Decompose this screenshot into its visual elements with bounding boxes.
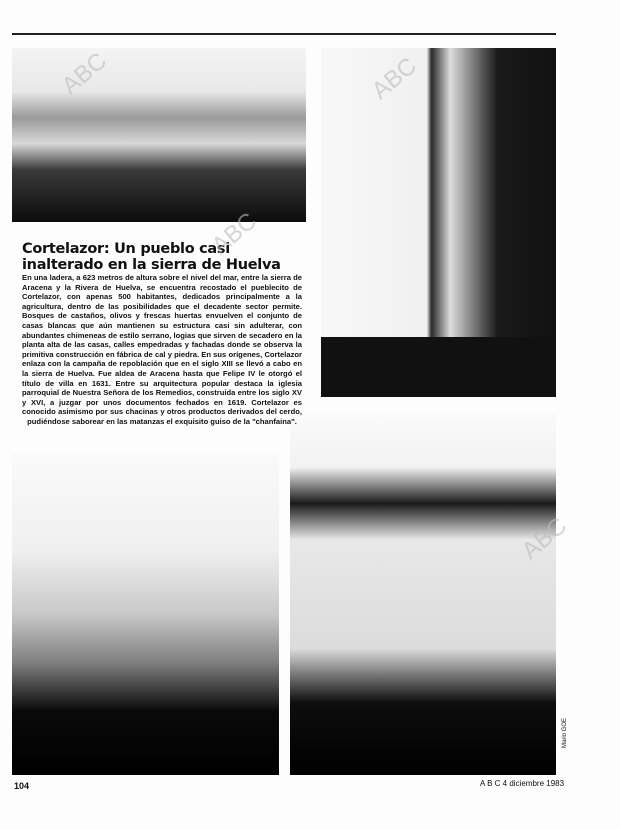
page-number: 104 [14,781,30,791]
photo-white-house-street [12,453,279,775]
photo-village-hillside [12,48,306,222]
watermark: ABC [366,52,422,105]
watermark: ABC [56,47,112,100]
dateline: A B C 4 diciembre 1983 [480,779,565,788]
photo-credit: Mario GOE [562,717,568,748]
photo-church-tower [321,48,556,397]
watermark: ABC [516,512,572,565]
photo-house-facade [290,413,556,775]
top-rule [12,33,556,35]
watermark: ABC [206,207,262,260]
article-body: En una ladera, a 623 metros de altura sobre el nivel del mar, entre la sierra de Aracena y la Rivera de Huelva, se encuentra recostado el pueblecito de Cortelazor, con apenas 500 habitantes, dedicados principalmente a la agricultura, dentro de las posibilidades que el decadente sector permite. Bosques de castaños, olivos y frescas huertas envuelven el conjunto de casas blancas que aún mantienen su estructura casi sin adulterar, con abundantes chimeneas de estilo serrano, logias que sirven de secadero en la planta alta de las casas, calles empedradas y fachadas donde se observa la primitiva construcción en fábrica de cal y piedra. En sus orígenes, Cortelazor enlaza con la campaña de repoblación que en el siglo XIII se llevó a cabo en la sierra de Huelva. Fue aldea de Aracena hasta que Felipe IV le otorgó el título de villa en 1631. Entre su arquitectura popular destaca la iglesia parroquial de Nuestra Señora de los Remedios, construida entre los siglo XV y XVI, a juzgar por unos documentos fechados en 1619. Cortelazor es conocido asimismo por sus chacinas y otros productos derivados del cerdo, pudiéndose saborear en las matanzas el exquisito guiso de la "chanfaina". [22,273,302,426]
article-headline: Cortelazor: Un pueblo casi inalterado en la sierra de Huelva [22,241,281,273]
